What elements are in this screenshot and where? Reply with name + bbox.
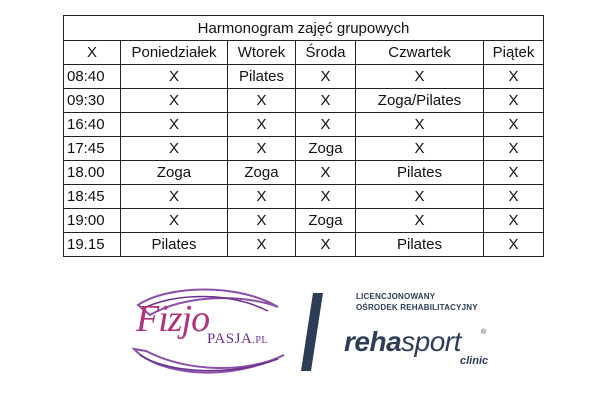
time-cell: 17:45 [64, 137, 121, 161]
class-cell: X [484, 161, 544, 185]
class-cell: Zoga [121, 161, 228, 185]
table-row [64, 89, 544, 113]
class-cell: X [228, 89, 296, 113]
pasja-wordmark [207, 331, 268, 348]
time-cell: 19.15 [64, 233, 121, 257]
class-cell: X [484, 233, 544, 257]
pasja-tld: .PL [252, 335, 268, 346]
class-cell: Pilates [121, 233, 228, 257]
fizjopasja-logo [128, 285, 296, 381]
class-cell: X [484, 113, 544, 137]
table-row [64, 65, 544, 89]
table-row [64, 209, 544, 233]
schedule-table [63, 15, 544, 257]
class-cell: X [228, 185, 296, 209]
class-cell: X [228, 113, 296, 137]
class-cell: X [228, 137, 296, 161]
time-cell: 09:30 [64, 89, 121, 113]
time-cell: 19:00 [64, 209, 121, 233]
logo-divider [301, 293, 323, 371]
class-cell: X [356, 185, 484, 209]
rehasport-tagline [356, 291, 516, 313]
class-cell: X [121, 65, 228, 89]
class-cell: X [296, 65, 356, 89]
class-cell: Zoga [296, 209, 356, 233]
class-cell: Pilates [356, 233, 484, 257]
table-row [64, 233, 544, 257]
table-row [64, 137, 544, 161]
header-day: Czwartek [356, 41, 484, 65]
rehasport-wordmark [344, 327, 461, 357]
tagline-line-1: LICENCJONOWANY [356, 292, 436, 301]
class-cell: X [228, 233, 296, 257]
class-cell: X [356, 137, 484, 161]
brand-light: sport [401, 326, 461, 357]
class-cell: X [121, 137, 228, 161]
header-day: Poniedziałek [121, 41, 228, 65]
class-cell: Zoga/Pilates [356, 89, 484, 113]
time-cell: 16:40 [64, 113, 121, 137]
fizjo-wordmark: Fizjo [136, 298, 210, 340]
table-row [64, 161, 544, 185]
table-row [64, 185, 544, 209]
class-cell: X [296, 113, 356, 137]
schedule-title: Harmonogram zajęć grupowych [64, 16, 544, 41]
class-cell: X [356, 113, 484, 137]
class-cell: X [296, 185, 356, 209]
class-cell: Pilates [356, 161, 484, 185]
header-corner: X [64, 41, 121, 65]
time-cell: 18.00 [64, 161, 121, 185]
header-day: Wtorek [228, 41, 296, 65]
rehasport-clinic: clinic [460, 355, 489, 367]
class-cell: X [296, 89, 356, 113]
class-cell: X [228, 209, 296, 233]
tagline-line-2: OŚRODEK REHABILITACYJNY [356, 303, 478, 312]
time-cell: 18:45 [64, 185, 121, 209]
class-cell: Zoga [228, 161, 296, 185]
registered-mark: ® [481, 329, 487, 336]
class-cell: Zoga [296, 137, 356, 161]
title-row [64, 16, 544, 41]
class-cell: X [121, 185, 228, 209]
class-cell: X [484, 185, 544, 209]
class-cell: X [356, 209, 484, 233]
header-row [64, 41, 544, 65]
class-cell: X [121, 209, 228, 233]
class-cell: Pilates [228, 65, 296, 89]
brand-bold: reha [344, 326, 402, 357]
class-cell: X [296, 161, 356, 185]
class-cell: X [121, 89, 228, 113]
time-cell: 08:40 [64, 65, 121, 89]
pasja-text: PASJA [207, 331, 253, 347]
rehasport-logo [340, 289, 510, 379]
class-cell: X [121, 113, 228, 137]
table-row [64, 113, 544, 137]
header-day: Środa [296, 41, 356, 65]
header-day: Piątek [484, 41, 544, 65]
class-cell: X [484, 137, 544, 161]
class-cell: X [484, 209, 544, 233]
class-cell: X [296, 233, 356, 257]
class-cell: X [484, 65, 544, 89]
class-cell: X [356, 65, 484, 89]
class-cell: X [484, 89, 544, 113]
logos-strip [0, 285, 600, 390]
